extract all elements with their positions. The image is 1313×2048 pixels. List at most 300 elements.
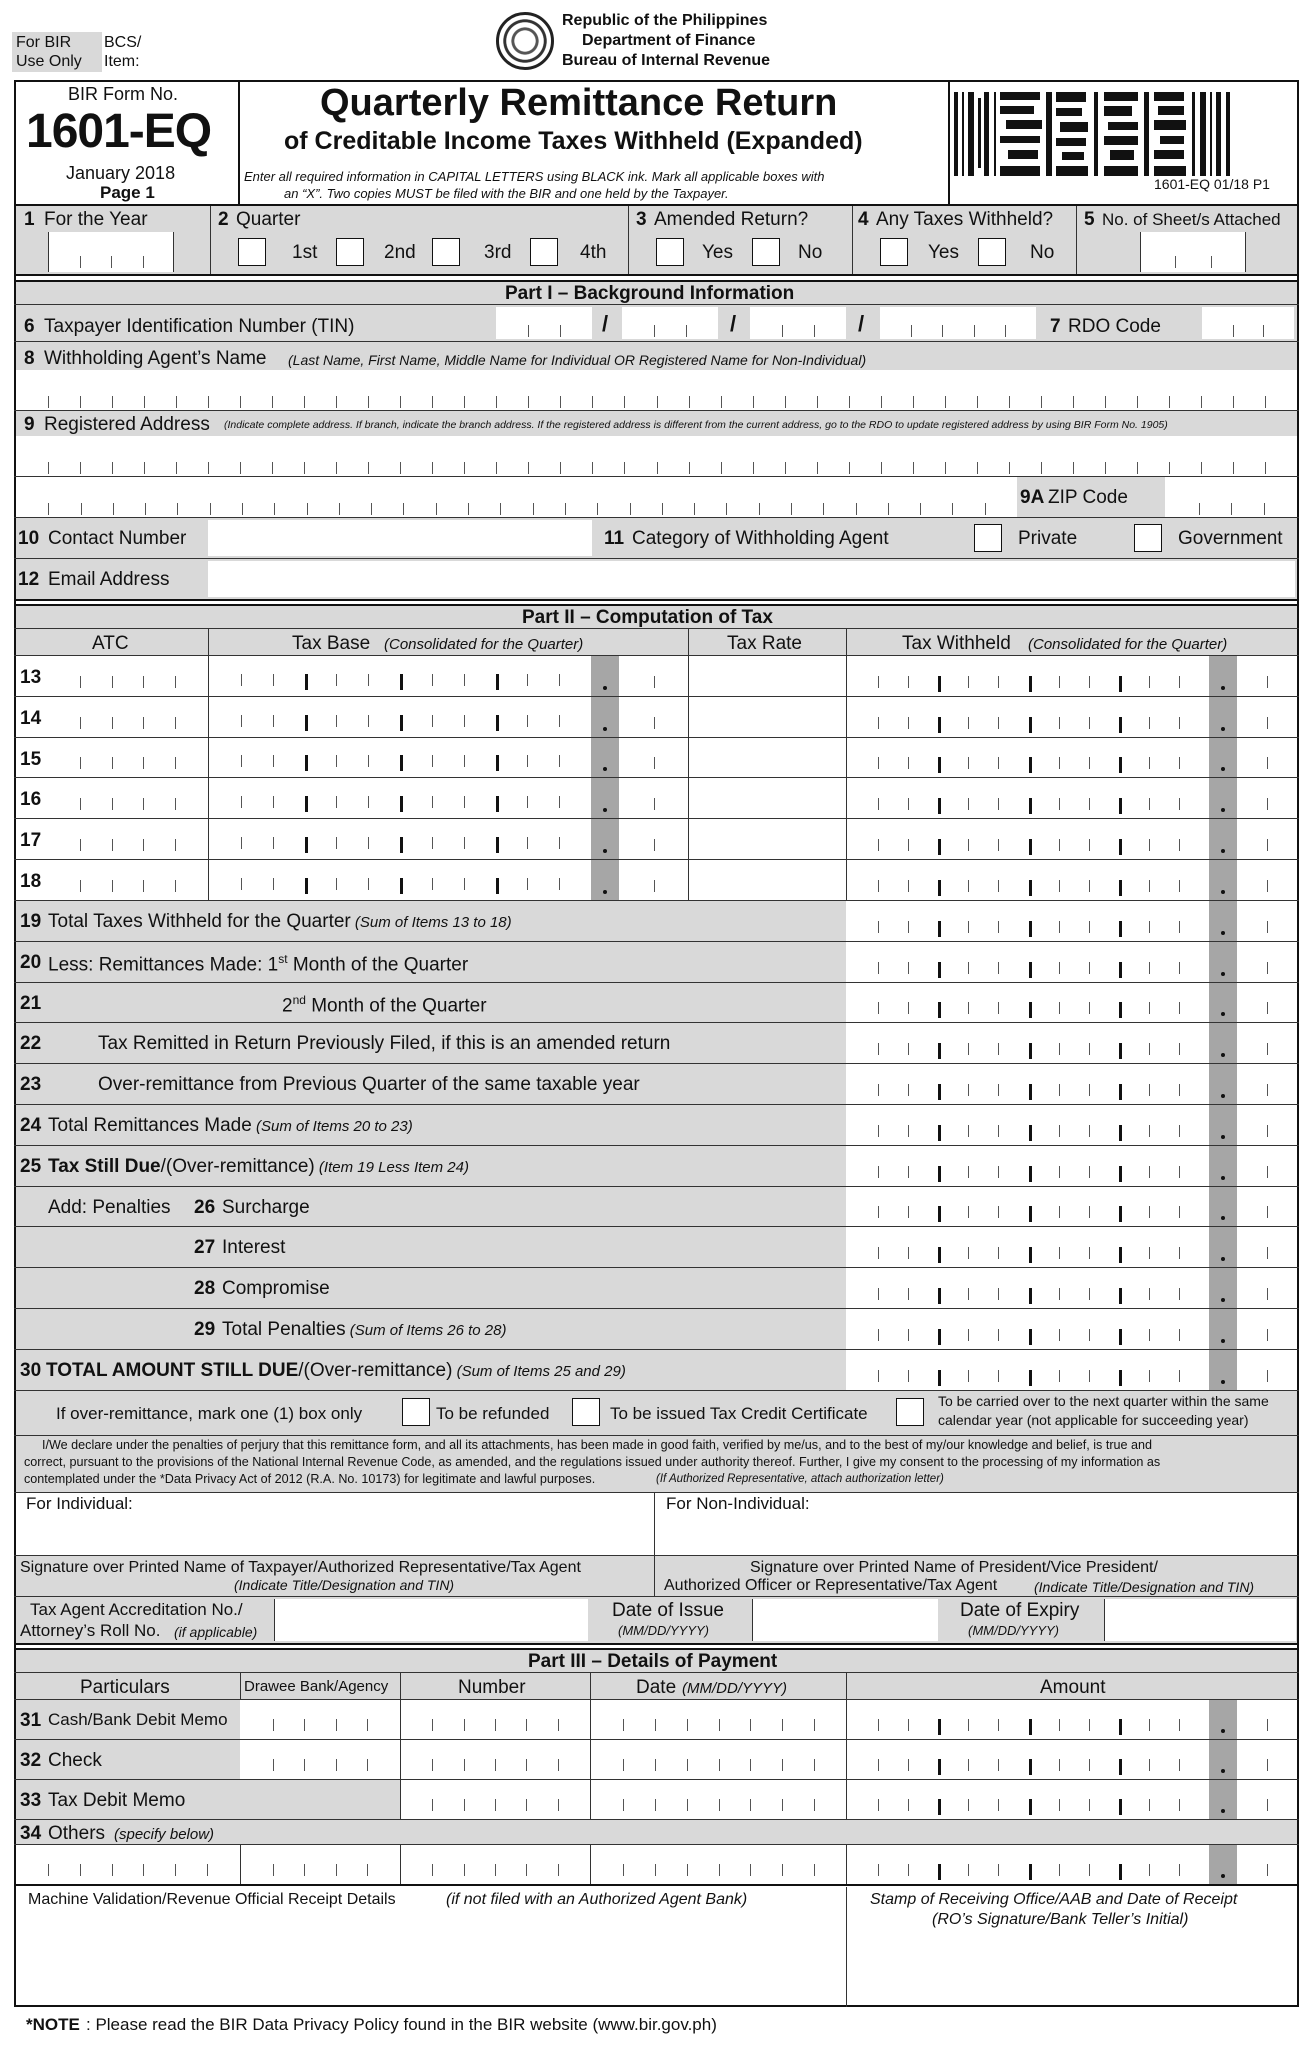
digit-tick bbox=[878, 839, 879, 851]
thousand-separator-tick bbox=[400, 674, 403, 690]
digit-tick bbox=[1089, 1247, 1090, 1259]
digit-tick bbox=[464, 1759, 465, 1771]
tax-rate-field[interactable] bbox=[689, 819, 845, 859]
decimal-point bbox=[1221, 849, 1225, 853]
digit-tick bbox=[1267, 921, 1268, 933]
drawee-bank-field[interactable] bbox=[241, 1740, 399, 1779]
thousand-separator-tick bbox=[1119, 717, 1122, 733]
digit-tick bbox=[1149, 1370, 1150, 1382]
thousand-separator-tick bbox=[1029, 1043, 1032, 1059]
thousand-separator-tick bbox=[1119, 839, 1122, 855]
digit-tick bbox=[878, 921, 879, 933]
item-label bbox=[222, 1320, 506, 1339]
digit-tick bbox=[368, 674, 369, 686]
quarter-1st-checkbox[interactable] bbox=[238, 238, 266, 266]
decimal-point bbox=[1221, 1380, 1225, 1384]
digit-tick bbox=[1089, 1125, 1090, 1137]
atc-field[interactable] bbox=[48, 778, 207, 818]
digit-tick bbox=[175, 798, 176, 810]
digit-tick bbox=[1059, 1288, 1060, 1300]
item-label-main: Tax Remitted in Return Previously Filed, if this is an amended return bbox=[98, 1033, 671, 1055]
digit-tick bbox=[400, 462, 401, 474]
digit-tick bbox=[273, 1759, 274, 1771]
digit-tick bbox=[1149, 676, 1150, 688]
digit-tick bbox=[1267, 1002, 1268, 1014]
agency-line1: Republic of the Philippines bbox=[562, 12, 768, 29]
drawee-bank-field[interactable] bbox=[241, 1700, 399, 1739]
thousand-separator-tick bbox=[1029, 1166, 1032, 1182]
digit-tick bbox=[464, 796, 465, 808]
digit-tick bbox=[719, 1719, 720, 1731]
carry-over-label-1: To be carried over to the next quarter within the same bbox=[938, 1393, 1269, 1409]
col-divider bbox=[590, 1740, 591, 1779]
decimal-box bbox=[1209, 1064, 1237, 1104]
digit-tick bbox=[403, 503, 404, 515]
digit-tick bbox=[48, 462, 49, 474]
digit-tick bbox=[273, 715, 274, 727]
item-label bbox=[222, 1279, 330, 1298]
digit-tick bbox=[908, 1247, 909, 1259]
digit-tick bbox=[336, 674, 337, 686]
digit-tick bbox=[1265, 396, 1266, 408]
digit-tick bbox=[496, 396, 497, 408]
digit-tick bbox=[1179, 1719, 1180, 1731]
digit-tick bbox=[1059, 1799, 1060, 1811]
item2-num: 2 bbox=[218, 209, 229, 230]
digit-tick bbox=[527, 674, 528, 686]
digit-tick bbox=[1175, 256, 1176, 268]
digit-tick bbox=[657, 462, 658, 474]
digit-tick bbox=[630, 503, 631, 515]
date-issue-field[interactable] bbox=[752, 1599, 938, 1641]
digit-tick bbox=[368, 462, 369, 474]
email-field[interactable] bbox=[208, 561, 1295, 597]
digit-tick bbox=[432, 755, 433, 767]
thousand-separator-tick bbox=[305, 715, 308, 731]
digit-tick bbox=[558, 1719, 559, 1731]
payment-item-label: Others bbox=[48, 1823, 106, 1844]
item-label-main: Over-remittance from Previous Quarter of the same taxable year bbox=[98, 1074, 640, 1096]
tax-rate-field[interactable] bbox=[689, 778, 845, 818]
thousand-separator-tick bbox=[1029, 1370, 1032, 1386]
item-label-main: Total Remittances Made bbox=[48, 1115, 252, 1136]
digit-tick bbox=[1089, 1329, 1090, 1341]
digit-tick bbox=[559, 796, 560, 808]
tax-rate-field[interactable] bbox=[689, 738, 845, 778]
digit-tick bbox=[1179, 1206, 1180, 1218]
digit-tick bbox=[495, 1719, 496, 1731]
digit-tick bbox=[998, 839, 999, 851]
digit-tick bbox=[998, 1247, 999, 1259]
digit-tick bbox=[1059, 1864, 1060, 1876]
decimal-box bbox=[591, 819, 619, 859]
atc-field[interactable] bbox=[48, 656, 207, 696]
row-divider bbox=[14, 1884, 1299, 1886]
thousand-separator-tick bbox=[1029, 1719, 1032, 1735]
digit-tick bbox=[1149, 921, 1150, 933]
digit-tick bbox=[368, 755, 369, 767]
digit-tick bbox=[945, 396, 946, 408]
digit-tick bbox=[1233, 325, 1234, 337]
digit-tick bbox=[623, 1799, 624, 1811]
digit-tick bbox=[1149, 757, 1150, 769]
digit-tick bbox=[1267, 1864, 1268, 1876]
digit-tick bbox=[1179, 1329, 1180, 1341]
item11-num: 11 bbox=[604, 528, 625, 549]
digit-tick bbox=[689, 396, 690, 408]
digit-tick bbox=[464, 674, 465, 686]
item9-label: Registered Address bbox=[44, 414, 210, 435]
digit-tick bbox=[560, 396, 561, 408]
digit-tick bbox=[1267, 1247, 1268, 1259]
digit-tick bbox=[1267, 839, 1268, 851]
thousand-separator-tick bbox=[1029, 1799, 1032, 1815]
digit-tick bbox=[1041, 462, 1042, 474]
digit-tick bbox=[750, 1759, 751, 1771]
digit-tick bbox=[1059, 1370, 1060, 1382]
decimal-point bbox=[1221, 727, 1225, 731]
decimal-box bbox=[1209, 1845, 1237, 1884]
digit-tick bbox=[432, 1759, 433, 1771]
tcc-checkbox[interactable] bbox=[572, 1398, 600, 1426]
tin-field-3[interactable] bbox=[750, 307, 846, 339]
digit-tick bbox=[368, 796, 369, 808]
tax-rate-field[interactable] bbox=[689, 860, 845, 900]
thousand-separator-tick bbox=[1119, 1799, 1122, 1815]
thousand-separator-tick bbox=[1119, 1125, 1122, 1141]
thousand-separator-tick bbox=[1029, 1002, 1032, 1018]
thousand-separator-tick bbox=[1029, 1125, 1032, 1141]
digit-tick bbox=[908, 1799, 909, 1811]
digit-tick bbox=[1267, 1799, 1268, 1811]
atc-field[interactable] bbox=[48, 860, 207, 900]
digit-tick bbox=[878, 1002, 879, 1014]
digit-tick bbox=[654, 325, 655, 337]
digit-tick bbox=[464, 715, 465, 727]
digit-tick bbox=[1149, 1799, 1150, 1811]
atc-field[interactable] bbox=[48, 738, 207, 778]
rdo-code-field[interactable] bbox=[1202, 307, 1294, 339]
item4-label: Any Taxes Withheld? bbox=[876, 209, 1054, 230]
digit-tick bbox=[304, 1864, 305, 1876]
digit-tick bbox=[1059, 839, 1060, 851]
digit-tick bbox=[1059, 880, 1060, 892]
col-drawee-bank: Drawee Bank/Agency bbox=[244, 1678, 389, 1695]
stamp-area bbox=[848, 1932, 1296, 2005]
row-divider bbox=[14, 1844, 1299, 1845]
item1-num: 1 bbox=[24, 209, 35, 230]
decimal-box bbox=[1209, 1740, 1237, 1779]
carry-over-checkbox[interactable] bbox=[896, 1398, 924, 1426]
digit-tick bbox=[1267, 1206, 1268, 1218]
digit-tick bbox=[908, 1084, 909, 1096]
item12-label: Email Address bbox=[48, 569, 170, 590]
digit-tick bbox=[913, 462, 914, 474]
digit-tick bbox=[1179, 717, 1180, 729]
thousand-separator-tick bbox=[1119, 1864, 1122, 1880]
digit-tick bbox=[468, 503, 469, 515]
thousand-separator-tick bbox=[1029, 1759, 1032, 1775]
digit-tick bbox=[368, 878, 369, 890]
digit-tick bbox=[1179, 839, 1180, 851]
form-subtitle: of Creditable Income Taxes Withheld (Expanded) bbox=[284, 127, 863, 155]
digit-tick bbox=[527, 837, 528, 849]
digit-tick bbox=[432, 715, 433, 727]
digit-tick bbox=[998, 1864, 999, 1876]
thousand-separator-tick bbox=[1029, 839, 1032, 855]
digit-tick bbox=[143, 880, 144, 892]
col-divider bbox=[846, 1780, 847, 1819]
digit-tick bbox=[371, 503, 372, 515]
col-divider bbox=[400, 1673, 401, 1699]
digit-tick bbox=[240, 396, 241, 408]
item-number: 20 bbox=[20, 951, 42, 973]
digit-tick bbox=[175, 1864, 176, 1876]
address-field-2[interactable] bbox=[16, 477, 1017, 517]
digit-tick bbox=[1201, 462, 1202, 474]
digit-tick bbox=[968, 1329, 969, 1341]
digit-tick bbox=[908, 1288, 909, 1300]
digit-tick bbox=[1041, 396, 1042, 408]
digit-tick bbox=[817, 396, 818, 408]
digit-tick bbox=[559, 755, 560, 767]
digit-tick bbox=[998, 1329, 999, 1341]
digit-tick bbox=[464, 755, 465, 767]
item1-label: For the Year bbox=[44, 209, 148, 230]
tin-slash: / bbox=[602, 311, 609, 336]
thousand-separator-tick bbox=[400, 796, 403, 812]
col-tax-rate: Tax Rate bbox=[727, 633, 802, 654]
digit-tick bbox=[849, 396, 850, 408]
digit-tick bbox=[80, 676, 81, 688]
digit-tick bbox=[1267, 1370, 1268, 1382]
digit-tick bbox=[558, 1799, 559, 1811]
accreditation-note: (if applicable) bbox=[174, 1624, 258, 1640]
digit-tick bbox=[367, 1719, 368, 1731]
thousand-separator-tick bbox=[1119, 1002, 1122, 1018]
decimal-point bbox=[1221, 1135, 1225, 1139]
others-bank-field[interactable] bbox=[241, 1845, 399, 1884]
sheets-field[interactable] bbox=[1140, 232, 1246, 272]
digit-tick bbox=[785, 396, 786, 408]
digit-tick bbox=[1179, 676, 1180, 688]
digit-tick bbox=[175, 717, 176, 729]
digit-tick bbox=[1179, 1759, 1180, 1771]
private-checkbox[interactable] bbox=[974, 524, 1002, 552]
item-number: 26 bbox=[194, 1196, 216, 1218]
machine-validation-note: (if not filed with an Authorized Agent Bank) bbox=[446, 1891, 748, 1908]
digit-tick bbox=[968, 921, 969, 933]
amended-no-checkbox[interactable] bbox=[752, 238, 780, 266]
digit-tick bbox=[80, 798, 81, 810]
digit-tick bbox=[1179, 962, 1180, 974]
digit-tick bbox=[241, 796, 242, 808]
digit-tick bbox=[1059, 921, 1060, 933]
quarter-4th-checkbox[interactable] bbox=[530, 238, 558, 266]
part3-title: Part III – Details of Payment bbox=[528, 1651, 778, 1672]
digit-tick bbox=[112, 880, 113, 892]
digit-tick bbox=[500, 503, 501, 515]
thousand-separator-tick bbox=[1029, 1084, 1032, 1100]
refund-checkbox[interactable] bbox=[402, 1398, 430, 1426]
decimal-box bbox=[1209, 1146, 1237, 1186]
decimal-box bbox=[1209, 942, 1237, 982]
atc-field[interactable] bbox=[48, 819, 207, 859]
individual-signature-area[interactable] bbox=[16, 1515, 653, 1555]
digit-tick bbox=[1169, 396, 1170, 408]
digit-tick bbox=[1267, 1084, 1268, 1096]
digit-tick bbox=[175, 880, 176, 892]
digit-tick bbox=[1089, 757, 1090, 769]
digit-tick bbox=[368, 837, 369, 849]
digit-tick bbox=[1089, 1002, 1090, 1014]
digit-tick bbox=[464, 1864, 465, 1876]
digit-tick bbox=[273, 1719, 274, 1731]
digit-tick bbox=[624, 396, 625, 408]
digit-tick bbox=[1089, 880, 1090, 892]
bir-seal-logo bbox=[496, 12, 554, 70]
digit-tick bbox=[80, 839, 81, 851]
digit-tick bbox=[750, 1864, 751, 1876]
digit-tick bbox=[1089, 1370, 1090, 1382]
decimal-point bbox=[1221, 1176, 1225, 1180]
digit-tick bbox=[80, 396, 81, 408]
digit-tick bbox=[1149, 1084, 1150, 1096]
atc-field[interactable] bbox=[48, 697, 207, 737]
digit-tick bbox=[464, 1799, 465, 1811]
quarter-4th-label: 4th bbox=[580, 242, 607, 263]
digit-tick bbox=[814, 1864, 815, 1876]
digit-tick bbox=[908, 676, 909, 688]
digit-tick bbox=[623, 1719, 624, 1731]
digit-tick bbox=[432, 462, 433, 474]
tin-field-2[interactable] bbox=[622, 307, 718, 339]
digit-tick bbox=[558, 1759, 559, 1771]
digit-tick bbox=[782, 1759, 783, 1771]
digit-tick bbox=[1169, 462, 1170, 474]
digit-tick bbox=[968, 880, 969, 892]
digit-tick bbox=[908, 798, 909, 810]
contact-number-field[interactable] bbox=[208, 520, 592, 556]
digit-tick bbox=[998, 921, 999, 933]
digit-tick bbox=[592, 396, 593, 408]
digit-tick bbox=[175, 676, 176, 688]
item-label bbox=[98, 1075, 640, 1094]
item12-num: 12 bbox=[18, 569, 40, 590]
digit-tick bbox=[823, 503, 824, 515]
digit-tick bbox=[998, 1125, 999, 1137]
item9a-label: ZIP Code bbox=[1048, 487, 1128, 508]
decimal-box bbox=[1209, 1309, 1237, 1349]
thousand-separator-tick bbox=[1029, 798, 1032, 814]
decimal-box bbox=[1209, 1227, 1237, 1267]
digit-tick bbox=[432, 674, 433, 686]
digit-tick bbox=[750, 1719, 751, 1731]
digit-tick bbox=[998, 962, 999, 974]
digit-tick bbox=[998, 1084, 999, 1096]
digit-tick bbox=[817, 462, 818, 474]
decimal-point bbox=[1221, 1874, 1225, 1878]
digit-tick bbox=[1059, 1719, 1060, 1731]
col-divider bbox=[400, 1700, 401, 1739]
decimal-box bbox=[1209, 1023, 1237, 1063]
item7-label: RDO Code bbox=[1068, 316, 1161, 337]
digit-tick bbox=[526, 1799, 527, 1811]
digit-tick bbox=[968, 1206, 969, 1218]
digit-tick bbox=[687, 1864, 688, 1876]
digit-tick bbox=[998, 1002, 999, 1014]
digit-tick bbox=[1267, 1719, 1268, 1731]
col-divider bbox=[590, 1700, 591, 1739]
digit-tick bbox=[908, 839, 909, 851]
decimal-box bbox=[1209, 738, 1237, 778]
digit-tick bbox=[998, 1206, 999, 1218]
digit-tick bbox=[655, 1719, 656, 1731]
digit-tick bbox=[1267, 676, 1268, 688]
government-checkbox[interactable] bbox=[1134, 524, 1162, 552]
row-number: 13 bbox=[20, 667, 42, 688]
date-expiry-field[interactable] bbox=[1104, 1599, 1296, 1641]
payment-item-label: Check bbox=[48, 1750, 102, 1771]
stamp-label-2: (RO’s Signature/Bank Teller’s Initial) bbox=[932, 1911, 1189, 1928]
for-bir-label: For BIR bbox=[16, 34, 72, 51]
digit-tick bbox=[144, 462, 145, 474]
digit-tick bbox=[753, 462, 754, 474]
quarter-1st-label: 1st bbox=[292, 242, 318, 263]
withheld-no-checkbox[interactable] bbox=[978, 238, 1006, 266]
digit-tick bbox=[273, 755, 274, 767]
thousand-separator-tick bbox=[938, 1759, 941, 1775]
form-title: Quarterly Remittance Return bbox=[320, 82, 838, 124]
digit-tick bbox=[464, 837, 465, 849]
digit-tick bbox=[998, 676, 999, 688]
digit-tick bbox=[782, 1719, 783, 1731]
quarter-3rd-checkbox[interactable] bbox=[432, 238, 460, 266]
digit-tick bbox=[1201, 396, 1202, 408]
digit-tick bbox=[908, 1759, 909, 1771]
digit-tick bbox=[1179, 1864, 1180, 1876]
digit-tick bbox=[436, 503, 437, 515]
thousand-separator-tick bbox=[400, 878, 403, 894]
thousand-separator-tick bbox=[1029, 1206, 1032, 1222]
digit-tick bbox=[565, 503, 566, 515]
decimal-box bbox=[1209, 860, 1237, 900]
item-label bbox=[48, 1157, 469, 1176]
col-divider bbox=[846, 1700, 847, 1739]
withheld-yes-checkbox[interactable] bbox=[880, 238, 908, 266]
tin-field-1[interactable] bbox=[496, 307, 592, 339]
nonindividual-signature-area[interactable] bbox=[656, 1515, 1296, 1555]
tax-rate-field[interactable] bbox=[689, 697, 845, 737]
digit-tick bbox=[623, 1759, 624, 1771]
digit-tick bbox=[1211, 256, 1212, 268]
thousand-separator-tick bbox=[305, 878, 308, 894]
quarter-2nd-checkbox[interactable] bbox=[336, 238, 364, 266]
digit-tick bbox=[878, 1288, 879, 1300]
others-specify-field[interactable] bbox=[16, 1845, 239, 1884]
amended-yes-checkbox[interactable] bbox=[656, 238, 684, 266]
tax-rate-field[interactable] bbox=[689, 656, 845, 696]
digit-tick bbox=[112, 757, 113, 769]
accreditation-field[interactable] bbox=[274, 1599, 588, 1641]
decimal-point bbox=[1221, 1769, 1225, 1773]
thousand-separator-tick bbox=[938, 839, 941, 855]
tin-field-4[interactable] bbox=[880, 307, 1036, 339]
digit-tick bbox=[968, 1002, 969, 1014]
item2-label: Quarter bbox=[236, 209, 301, 230]
digit-tick bbox=[1149, 717, 1150, 729]
row-number: 18 bbox=[20, 871, 42, 892]
